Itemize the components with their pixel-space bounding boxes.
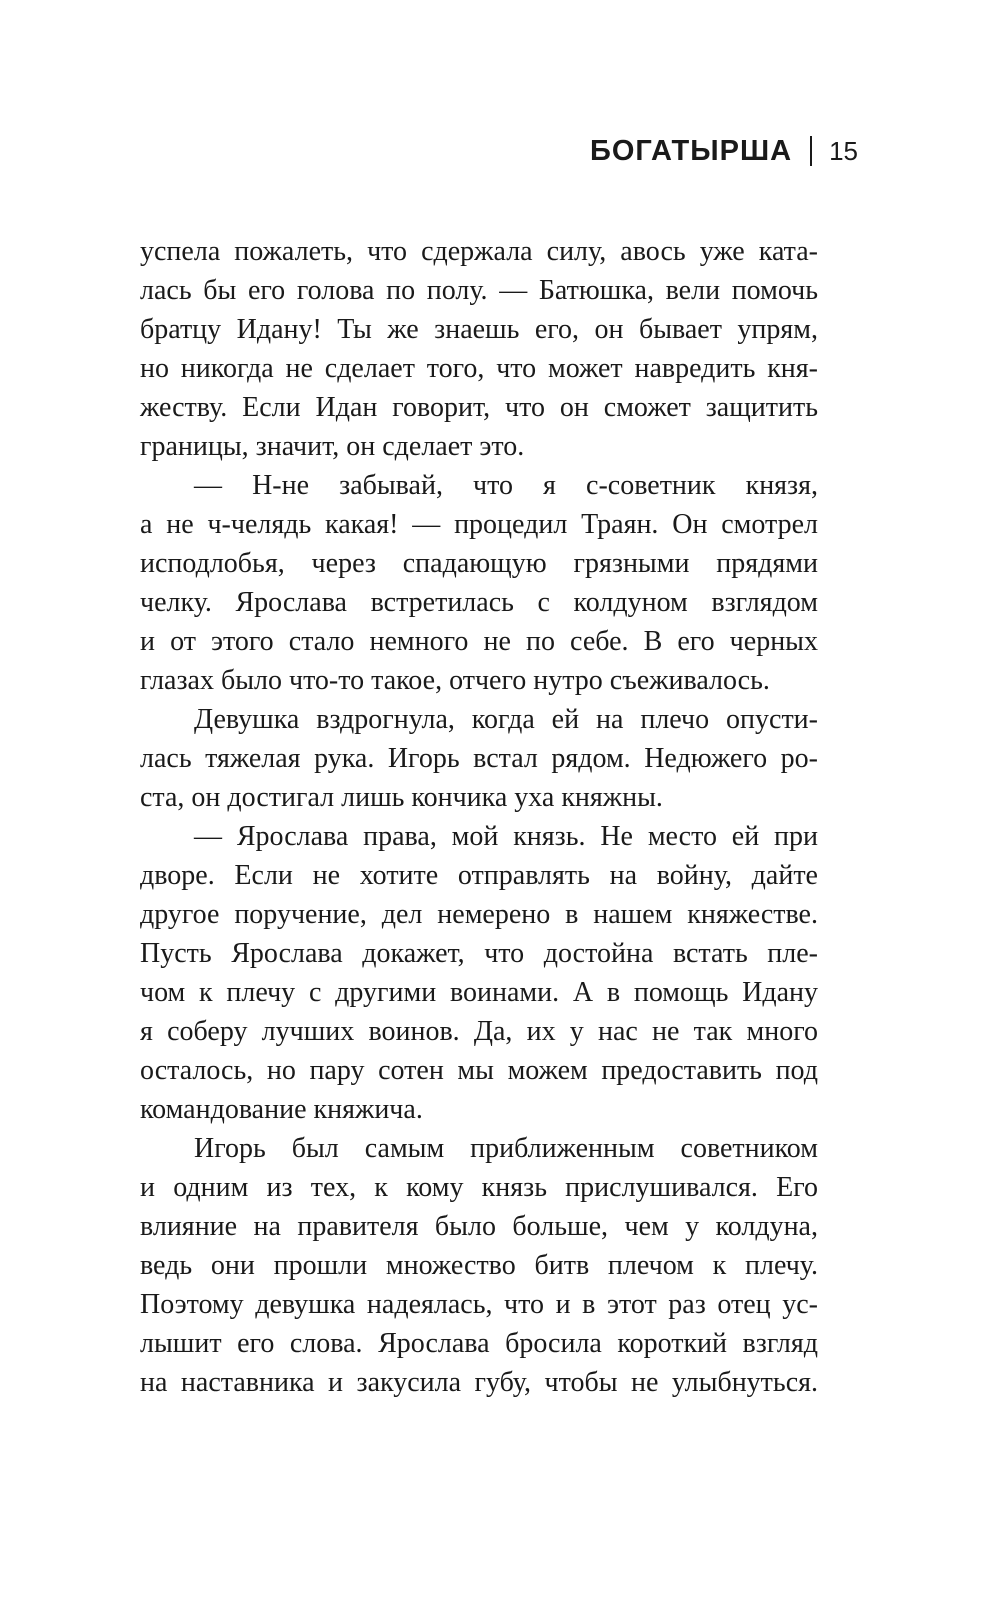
text-line: но никогда не сделает того, что может навредить кня- <box>140 353 818 384</box>
text-line: Пусть Ярослава докажет, что достойна встать пле- <box>140 938 818 969</box>
text-line: лышит его слова. Ярослава бросила короткий взгляд <box>140 1328 818 1359</box>
body-text <box>140 232 818 1402</box>
text-line: успела пожалеть, что сдержала силу, авось уже ката- <box>140 236 818 267</box>
text-line: я соберу лучших воинов. Да, их у нас не так много <box>140 1016 818 1047</box>
text-line: жеству. Если Идан говорит, что он сможет защитить <box>140 392 818 423</box>
text-line: лась бы его голова по полу. — Батюшка, вели помочь <box>140 275 818 306</box>
text-line: чом к плечу с другими воинами. А в помощь Идану <box>140 977 818 1008</box>
text-line: командование княжича. <box>140 1094 423 1125</box>
text-line: ведь они прошли множество битв плечом к плечу. <box>140 1250 818 1281</box>
text-line: ста, он достигал лишь кончика уха княжны. <box>140 782 663 813</box>
text-line: исподлобья, через спадающую грязными прядями <box>140 548 818 579</box>
text-line: и одним из тех, к кому князь прислушивался. Его <box>140 1172 818 1203</box>
text-line: и от этого стало немного не по себе. В его черных <box>140 626 818 657</box>
paragraph <box>140 1129 818 1402</box>
running-head <box>590 133 858 169</box>
text-line: дворе. Если не хотите отправлять на войну, дайте <box>140 860 818 891</box>
text-line: а не ч-челядь какая! — процедил Траян. Он смотрел <box>140 509 818 540</box>
text-line: влияние на правителя было больше, чем у колдуна, <box>140 1211 818 1242</box>
text-line: — Ярослава права, мой князь. Не место ей при <box>194 821 818 852</box>
text-line: глазах было что-то такое, отчего нутро съеживалось. <box>140 665 770 696</box>
text-line: на наставника и закусила губу, чтобы не улыбнуться. <box>140 1367 818 1398</box>
text-line: челку. Ярослава встретилась с колдуном взглядом <box>140 587 818 618</box>
page-number: 15 <box>829 135 858 166</box>
text-line: братцу Идану! Ты же знаешь его, он бывает упрям, <box>140 314 818 345</box>
text-line: Девушка вздрогнула, когда ей на плечо опусти- <box>194 704 818 735</box>
text-line: лась тяжелая рука. Игорь встал рядом. Недюжего ро- <box>140 743 818 774</box>
text-line: границы, значит, он сделает это. <box>140 431 525 462</box>
book-title: БОГАТЫРША <box>590 134 793 167</box>
paragraph <box>140 232 818 466</box>
text-line: осталось, но пару сотен мы можем предоставить под <box>140 1055 818 1086</box>
text-line: Игорь был самым приближенным советником <box>194 1133 818 1164</box>
paragraph <box>140 817 818 1129</box>
paragraph <box>140 466 818 700</box>
text-line: другое поручение, дел немерено в нашем княжестве. <box>140 899 818 930</box>
paragraph <box>140 700 818 817</box>
text-line: Поэтому девушка надеялась, что и в этот раз отец ус- <box>140 1289 818 1320</box>
text-line: — Н-не забывай, что я с-советник князя, <box>194 470 818 501</box>
header-divider <box>810 136 812 166</box>
